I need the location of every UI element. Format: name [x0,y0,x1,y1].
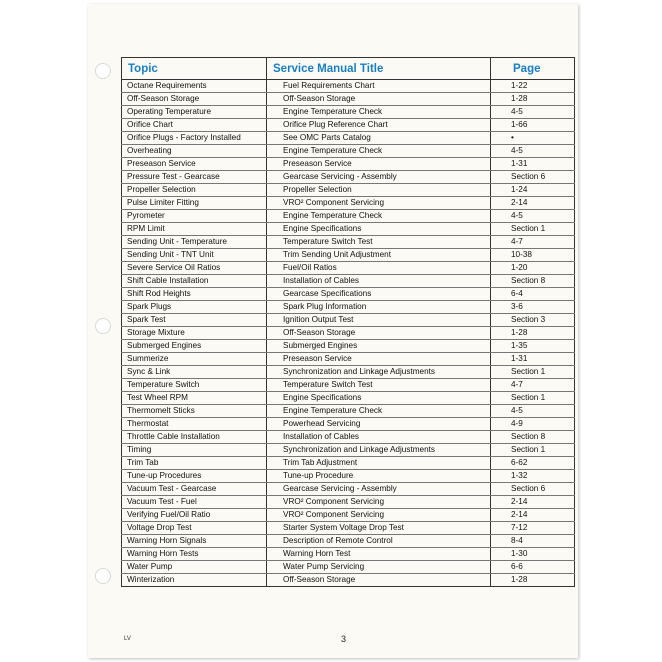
binder-hole [95,318,111,334]
page-cell: 4-5 [491,106,575,119]
table-row [122,366,575,379]
topic-cell: Submerged Engines [122,340,267,353]
page-cell: 6-6 [491,561,575,574]
topic-cell: Winterization [122,574,267,587]
table-row [122,132,575,145]
table-row [122,197,575,210]
topic-cell: Warning Horn Tests [122,548,267,561]
title-cell: Preseason Service [267,158,491,171]
page-cell: 1-31 [491,353,575,366]
topic-cell: Sending Unit - Temperature [122,236,267,249]
table-row [122,145,575,158]
table-row [122,522,575,535]
table-row [122,93,575,106]
page-cell: Section 1 [491,392,575,405]
title-cell: Temperature Switch Test [267,379,491,392]
title-cell: Powerhead Servicing [267,418,491,431]
topic-cell: Pulse Limiter Fitting [122,197,267,210]
table-row [122,457,575,470]
page-cell: 4-9 [491,418,575,431]
table-row [122,548,575,561]
table-row [122,171,575,184]
page-number: 3 [341,634,347,644]
header-service-manual-title: Service Manual Title [267,58,491,80]
topic-cell: Temperature Switch [122,379,267,392]
table-row [122,275,575,288]
title-cell: See OMC Parts Catalog [267,132,491,145]
table-header-row [122,58,575,80]
table-row [122,119,575,132]
table-row [122,327,575,340]
footer-code: LV [124,636,131,642]
page-cell: 1-28 [491,93,575,106]
page-cell: 10-38 [491,249,575,262]
table-body [122,80,575,587]
page-cell: Section 1 [491,223,575,236]
page-cell: 1-30 [491,548,575,561]
title-cell: Propeller Selection [267,184,491,197]
table-row [122,106,575,119]
page-cell: 4-5 [491,405,575,418]
title-cell: Engine Specifications [267,223,491,236]
page-cell: 3-6 [491,301,575,314]
topic-cell: Propeller Selection [122,184,267,197]
table-row [122,392,575,405]
title-cell: Engine Temperature Check [267,106,491,119]
topic-cell: Pyrometer [122,210,267,223]
topic-cell: RPM Limit [122,223,267,236]
title-cell: Off-Season Storage [267,327,491,340]
page-cell: 1-20 [491,262,575,275]
page-cell: Section 8 [491,275,575,288]
title-cell: Off-Season Storage [267,93,491,106]
topic-cell: Vacuum Test - Gearcase [122,483,267,496]
page-cell: 1-22 [491,80,575,93]
title-cell: Trim Tab Adjustment [267,457,491,470]
page-cell: 8-4 [491,535,575,548]
page-cell: Section 6 [491,483,575,496]
title-cell: Engine Temperature Check [267,145,491,158]
title-cell: Engine Specifications [267,392,491,405]
title-cell: VRO² Component Servicing [267,197,491,210]
service-index-table [121,57,575,587]
table-row [122,496,575,509]
table-row [122,431,575,444]
page-cell: 2-14 [491,496,575,509]
header-topic: Topic [122,58,267,80]
table-row [122,444,575,457]
table-row [122,314,575,327]
title-cell: Gearcase Servicing - Assembly [267,483,491,496]
table-row [122,470,575,483]
title-cell: Fuel/Oil Ratios [267,262,491,275]
page-cell: Section 1 [491,444,575,457]
page-cell: Section 8 [491,431,575,444]
table-row [122,405,575,418]
topic-cell: Tune-up Procedures [122,470,267,483]
title-cell: VRO² Component Servicing [267,509,491,522]
title-cell: Submerged Engines [267,340,491,353]
table-row [122,223,575,236]
topic-cell: Spark Plugs [122,301,267,314]
topic-cell: Timing [122,444,267,457]
table-row [122,418,575,431]
table-row [122,210,575,223]
title-cell: Engine Temperature Check [267,210,491,223]
title-cell: Temperature Switch Test [267,236,491,249]
page-cell: 2-14 [491,509,575,522]
topic-cell: Verifying Fuel/Oil Ratio [122,509,267,522]
table-row [122,288,575,301]
topic-cell: Water Pump [122,561,267,574]
topic-cell: Trim Tab [122,457,267,470]
topic-cell: Sending Unit - TNT Unit [122,249,267,262]
title-cell: Gearcase Specifications [267,288,491,301]
page-cell: 7-12 [491,522,575,535]
title-cell: Installation of Cables [267,431,491,444]
table-row [122,301,575,314]
topic-cell: Storage Mixture [122,327,267,340]
topic-cell: Octane Requirements [122,80,267,93]
title-cell: Ignition Output Test [267,314,491,327]
topic-cell: Shift Rod Heights [122,288,267,301]
table-row [122,158,575,171]
page-cell: 4-5 [491,145,575,158]
table-row [122,80,575,93]
table-row [122,249,575,262]
table-row [122,236,575,249]
title-cell: Installation of Cables [267,275,491,288]
topic-cell: Summerize [122,353,267,366]
topic-cell: Orifice Chart [122,119,267,132]
page-cell: 1-28 [491,327,575,340]
title-cell: Trim Sending Unit Adjustment [267,249,491,262]
page-cell: 4-5 [491,210,575,223]
topic-cell: Pressure Test - Gearcase [122,171,267,184]
page-cell: 4-7 [491,379,575,392]
page-cell: 1-24 [491,184,575,197]
page-cell: 6-4 [491,288,575,301]
topic-cell: Throttle Cable Installation [122,431,267,444]
topic-cell: Thermostat [122,418,267,431]
table-row [122,340,575,353]
page-cell: 1-31 [491,158,575,171]
binder-hole [95,568,111,584]
page-cell: Section 1 [491,366,575,379]
page-cell: 1-28 [491,574,575,587]
page-cell: • [491,132,575,145]
page-cell: 1-35 [491,340,575,353]
table-row [122,184,575,197]
page-cell: Section 3 [491,314,575,327]
title-cell: Off-Season Storage [267,574,491,587]
table-row [122,262,575,275]
topic-cell: Vacuum Test - Fuel [122,496,267,509]
topic-cell: Voltage Drop Test [122,522,267,535]
page-cell: 2-14 [491,197,575,210]
title-cell: Water Pump Servicing [267,561,491,574]
topic-cell: Off-Season Storage [122,93,267,106]
page-cell: 6-62 [491,457,575,470]
page-cell: 1-32 [491,470,575,483]
topic-cell: Warning Horn Signals [122,535,267,548]
title-cell: Engine Temperature Check [267,405,491,418]
title-cell: Spark Plug Information [267,301,491,314]
topic-cell: Test Wheel RPM [122,392,267,405]
table-row [122,509,575,522]
title-cell: Synchronization and Linkage Adjustments [267,444,491,457]
title-cell: Synchronization and Linkage Adjustments [267,366,491,379]
table-row [122,561,575,574]
title-cell: Orifice Plug Reference Chart [267,119,491,132]
topic-cell: Preseason Service [122,158,267,171]
title-cell: Preseason Service [267,353,491,366]
binder-hole [95,63,111,79]
title-cell: Fuel Requirements Chart [267,80,491,93]
topic-cell: Operating Temperature [122,106,267,119]
title-cell: Description of Remote Control [267,535,491,548]
topic-cell: Orifice Plugs - Factory Installed [122,132,267,145]
title-cell: Starter System Voltage Drop Test [267,522,491,535]
title-cell: Tune-up Procedure [267,470,491,483]
header-page: Page [491,58,575,80]
topic-cell: Spark Test [122,314,267,327]
page-cell: 1-66 [491,119,575,132]
topic-cell: Overheating [122,145,267,158]
title-cell: VRO² Component Servicing [267,496,491,509]
table-row [122,535,575,548]
title-cell: Gearcase Servicing - Assembly [267,171,491,184]
topic-cell: Thermomelt Sticks [122,405,267,418]
page-cell: 4-7 [491,236,575,249]
topic-cell: Shift Cable Installation [122,275,267,288]
table-row [122,574,575,587]
table-row [122,379,575,392]
table-row [122,353,575,366]
topic-cell: Sync & Link [122,366,267,379]
topic-cell: Severe Service Oil Ratios [122,262,267,275]
page-cell: Section 6 [491,171,575,184]
table-row [122,483,575,496]
title-cell: Warning Horn Test [267,548,491,561]
